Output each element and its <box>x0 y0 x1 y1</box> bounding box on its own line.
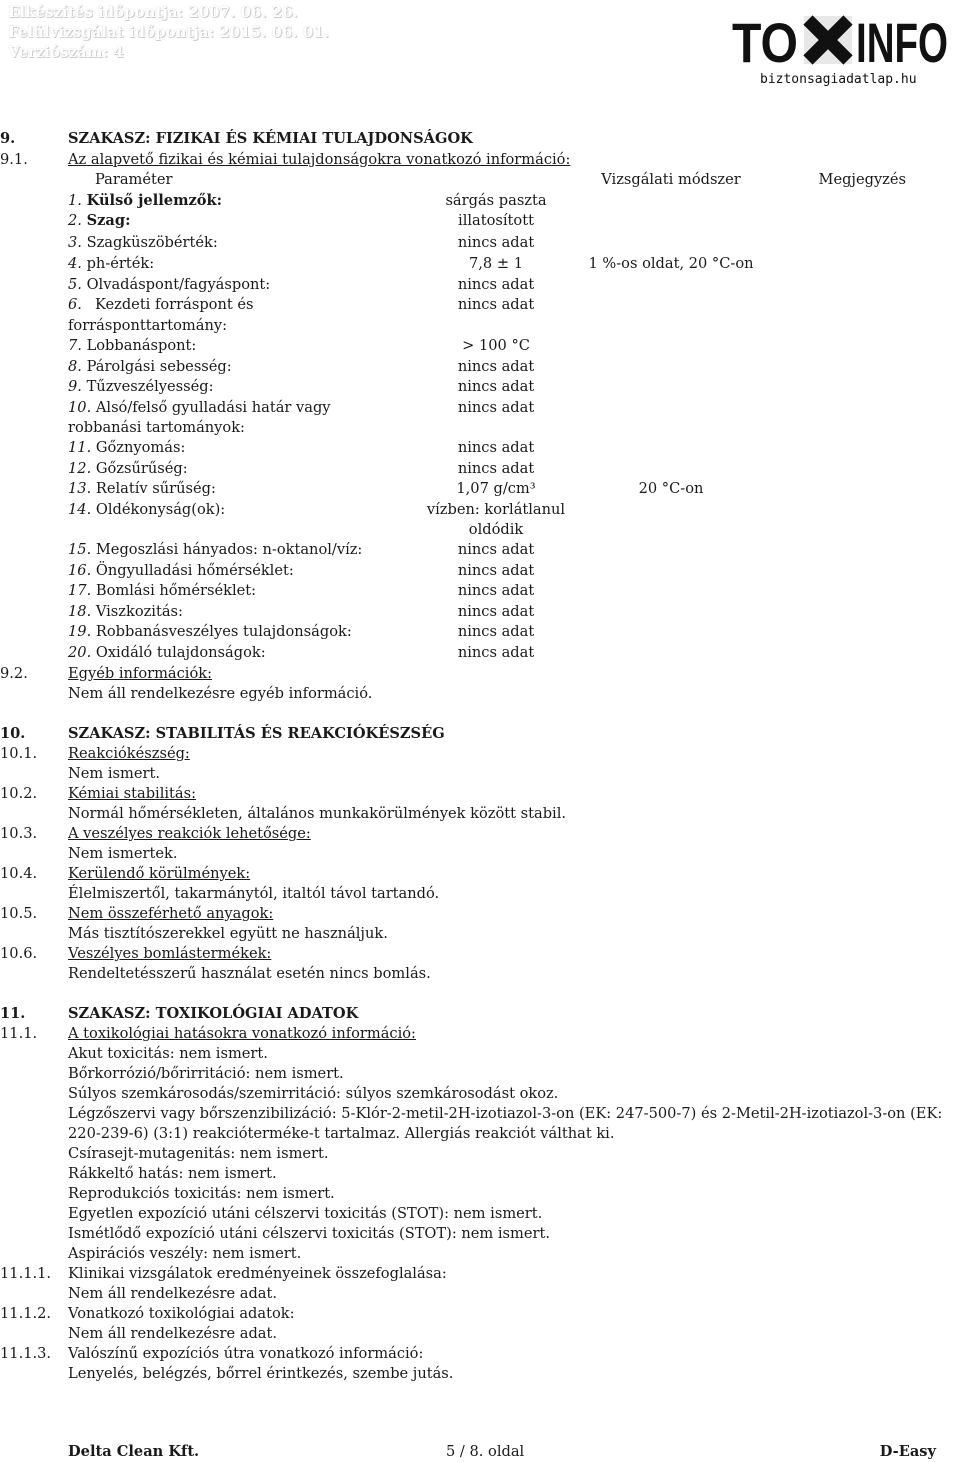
subsection-title: Nem összeférhető anyagok: <box>68 905 274 922</box>
subsection-text: Nem ismertek. <box>68 845 178 862</box>
subsection-title: A veszélyes reakciók lehetősége: <box>68 825 311 842</box>
toxinfo-logo <box>732 12 952 70</box>
company-name: Delta Clean Kft. <box>68 1443 200 1460</box>
row-label: Olvadáspont/fagyáspont: <box>86 276 271 293</box>
row-value: nincs adat <box>457 296 535 313</box>
table-row <box>0 643 960 663</box>
subsection-title: Klinikai vizsgálatok eredményeinek összefoglalása: <box>68 1265 447 1282</box>
subsection-number: 11.1. <box>0 1025 38 1042</box>
row-number: 6. <box>68 296 82 313</box>
table-row <box>0 275 960 295</box>
table-row <box>0 581 960 601</box>
table-row <box>0 254 960 274</box>
row-value: nincs adat <box>457 276 535 293</box>
row-number: 1. <box>68 192 82 209</box>
row-value: nincs adat <box>457 234 535 251</box>
subsection-text: Nem áll rendelkezésre adat. <box>68 1325 278 1342</box>
list-item: 220-239-6) (3:1) reakcióterméke-t tartalmaz. Allergiás reakciót válthat ki. <box>68 1125 615 1142</box>
list-item: Reprodukciós toxicitás: nem ismert. <box>68 1185 335 1202</box>
subsection-number: 10.4. <box>0 865 38 882</box>
subsection-title: A toxikológiai hatásokra vonatkozó információ: <box>68 1025 416 1042</box>
table-row <box>0 295 960 335</box>
column-header-note: Megjegyzés <box>818 171 906 188</box>
row-label: Viszkozitás: <box>95 603 183 620</box>
row-label: Gőznyomás: <box>95 439 186 456</box>
table-row <box>0 622 960 642</box>
section-number: 9. <box>0 130 16 147</box>
subsection-title: Egyéb információk: <box>68 665 213 682</box>
subsection-text: Nem ismert. <box>68 765 160 782</box>
row-label: Megoszlási hányados: n-oktanol/víz: <box>95 541 363 558</box>
row-label: Külső jellemzők: <box>86 192 223 209</box>
subsection-text: Más tisztítószerekkel együtt ne használjuk. <box>68 925 388 942</box>
subsection-number: 10.5. <box>0 905 38 922</box>
table-row <box>0 336 960 356</box>
table-row <box>0 459 960 479</box>
subsection-title: Vonatkozó toxikológiai adatok: <box>68 1305 295 1322</box>
row-value: vízben: korlátlanul <box>426 501 566 518</box>
section-title: SZAKASZ: FIZIKAI ÉS KÉMIAI TULAJDONSÁGOK <box>68 130 473 147</box>
table-header <box>0 170 960 190</box>
list-item: Csírasejt-mutagenitás: nem ismert. <box>68 1145 329 1162</box>
website-url: biztonsagiadatlap.hu <box>760 72 917 87</box>
table-row <box>0 191 960 211</box>
subsection-number: 11.1.3. <box>0 1345 52 1362</box>
row-value: illatosított <box>458 212 534 229</box>
subsection-number: 11.1.1. <box>0 1265 52 1282</box>
row-number: 4. <box>68 255 82 272</box>
table-row <box>0 561 960 581</box>
row-value: nincs adat <box>457 562 535 579</box>
row-label-continued: robbanási tartományok: <box>68 419 245 436</box>
logo-text-left: TO <box>732 12 798 70</box>
row-label: Robbanásveszélyes tulajdonságok: <box>95 623 352 640</box>
row-number: 14. <box>68 501 92 518</box>
list-item: Egyetlen expozíció utáni célszervi toxicitás (STOT): nem ismert. <box>68 1205 543 1222</box>
table-row <box>0 500 960 540</box>
document-meta <box>8 2 329 62</box>
table-row <box>0 211 960 231</box>
row-number: 8. <box>68 358 82 375</box>
subsection-number: 10.1. <box>0 745 38 762</box>
row-number: 15. <box>68 541 92 558</box>
subsection-title: Az alapvető fizikai és kémiai tulajdonságokra vonatkozó információ: <box>68 151 571 168</box>
subsection-number: 10.2. <box>0 785 38 802</box>
column-header-parameter: Paraméter <box>95 171 173 188</box>
subsection-number: 10.3. <box>0 825 38 842</box>
section-number: 10. <box>0 725 26 742</box>
row-number: 19. <box>68 623 92 640</box>
row-label: Párolgási sebesség: <box>86 358 232 375</box>
table-row <box>0 438 960 458</box>
row-label: Szagküszöbérték: <box>86 234 218 251</box>
row-value: nincs adat <box>457 644 535 661</box>
list-item: Akut toxicitás: nem ismert. <box>68 1045 268 1062</box>
subsection-text: Normál hőmérsékleten, általános munkakörülmények között stabil. <box>68 805 567 822</box>
list-item: Légzőszervi vagy bőrszenzibilizáció: 5-Klór-2-metil-2H-izotiazol-3-on (EK: 247-500-7) és 2-Metil-2H-izotiazol-3-on (EK: <box>68 1105 943 1122</box>
row-value: nincs adat <box>457 582 535 599</box>
row-label: Szag: <box>86 212 131 229</box>
version-number: Verziószám: 4 <box>8 43 124 61</box>
subsection-title: Valószínű expozíciós útra vonatkozó információ: <box>68 1345 424 1362</box>
table-row <box>0 398 960 438</box>
subsection-text: Nem áll rendelkezésre egyéb információ. <box>68 685 373 702</box>
table-row <box>0 233 960 253</box>
row-label: Öngyulladási hőmérséklet: <box>95 562 294 579</box>
row-number: 16. <box>68 562 92 579</box>
row-label: Gőzsűrűség: <box>95 460 188 477</box>
row-value: nincs adat <box>457 603 535 620</box>
row-number: 9. <box>68 378 82 395</box>
subsection-number: 11.1.2. <box>0 1305 52 1322</box>
row-number: 11. <box>68 439 92 456</box>
list-item: Bőrkorrózió/bőrirritáció: nem ismert. <box>68 1065 344 1082</box>
row-number: 17. <box>68 582 92 599</box>
table-row <box>0 357 960 377</box>
row-label: Oxidáló tulajdonságok: <box>95 644 266 661</box>
subsection-text: Nem áll rendelkezésre adat. <box>68 1285 278 1302</box>
row-number: 10. <box>68 399 92 416</box>
subsection-title: Veszélyes bomlástermékek: <box>68 945 272 962</box>
subsection-title: Reakciókészség: <box>68 745 190 762</box>
row-number: 12. <box>68 460 92 477</box>
section-title: SZAKASZ: TOXIKOLÓGIAI ADATOK <box>68 1005 359 1022</box>
row-value: > 100 °C <box>462 337 530 354</box>
row-label: Oldékonyság(ok): <box>95 501 226 518</box>
row-value: nincs adat <box>457 623 535 640</box>
row-number: 18. <box>68 603 92 620</box>
row-value: nincs adat <box>457 378 535 395</box>
row-method: 20 °C-on <box>638 480 704 497</box>
row-number: 7. <box>68 337 82 354</box>
section-number: 11. <box>0 1005 26 1022</box>
row-value: nincs adat <box>457 439 535 456</box>
created-date: Elkészítés időpontja: 2007. 06. 26. <box>8 3 298 21</box>
row-label: Tűzveszélyesség: <box>86 378 214 395</box>
row-number: 5. <box>68 276 82 293</box>
row-label: Kezdeti forráspont és <box>95 296 254 313</box>
table-row <box>0 479 960 499</box>
list-item: Ismétlődő expozíció utáni célszervi toxicitás (STOT): nem ismert. <box>68 1225 550 1242</box>
subsection-number: 10.6. <box>0 945 38 962</box>
row-method: 1 %-os oldat, 20 °C-on <box>588 255 754 272</box>
subsection-text: Élelmiszertől, takarmánytól, italtól távol tartandó. <box>68 885 440 902</box>
row-label: Lobbanáspont: <box>86 337 197 354</box>
subsection-title: Kerülendő körülmények: <box>68 865 251 882</box>
page-number: 5 / 8. oldal <box>446 1443 525 1460</box>
table-row <box>0 602 960 622</box>
row-value: nincs adat <box>457 460 535 477</box>
subsection-number: 9.1. <box>0 151 28 168</box>
revision-date: Felülvizsgálat időpontja: 2015. 06. 01. <box>8 23 329 41</box>
column-header-method: Vizsgálati módszer <box>601 171 741 188</box>
row-value: nincs adat <box>457 358 535 375</box>
row-number: 2. <box>68 212 82 229</box>
product-name: D-Easy <box>879 1443 936 1460</box>
row-label-continued: forrásponttartomány: <box>68 317 228 334</box>
row-number: 13. <box>68 480 92 497</box>
list-item: Aspirációs veszély: nem ismert. <box>68 1245 302 1262</box>
table-row <box>0 377 960 397</box>
table-row <box>0 540 960 560</box>
hazard-x-icon <box>804 16 852 64</box>
section-title: SZAKASZ: STABILITÁS ÉS REAKCIÓKÉSZSÉG <box>68 725 445 742</box>
row-value: 7,8 ± 1 <box>469 255 523 272</box>
subsection-text: Lenyelés, belégzés, bőrrel érintkezés, szembe jutás. <box>68 1365 454 1382</box>
subsection-number: 9.2. <box>0 665 28 682</box>
row-value: 1,07 g/cm³ <box>456 480 536 497</box>
row-value: nincs adat <box>457 399 535 416</box>
row-number: 20. <box>68 644 92 661</box>
row-label: Alsó/felső gyulladási határ vagy <box>95 399 331 416</box>
row-number: 3. <box>68 234 82 251</box>
row-value-continued: oldódik <box>468 521 524 538</box>
row-label: ph-érték: <box>86 255 155 272</box>
subsection-text: Rendeltetésszerű használat esetén nincs bomlás. <box>68 965 431 982</box>
list-item: Rákkeltő hatás: nem ismert. <box>68 1165 277 1182</box>
row-value: sárgás paszta <box>445 192 547 209</box>
logo-text-right: INFO <box>856 12 948 70</box>
list-item: Súlyos szemkárosodás/szemirritáció: súlyos szemkárosodást okoz. <box>68 1085 559 1102</box>
row-label: Relatív sűrűség: <box>95 480 216 497</box>
subsection-title: Kémiai stabilitás: <box>68 785 197 802</box>
row-value: nincs adat <box>457 541 535 558</box>
row-label: Bomlási hőmérséklet: <box>95 582 257 599</box>
